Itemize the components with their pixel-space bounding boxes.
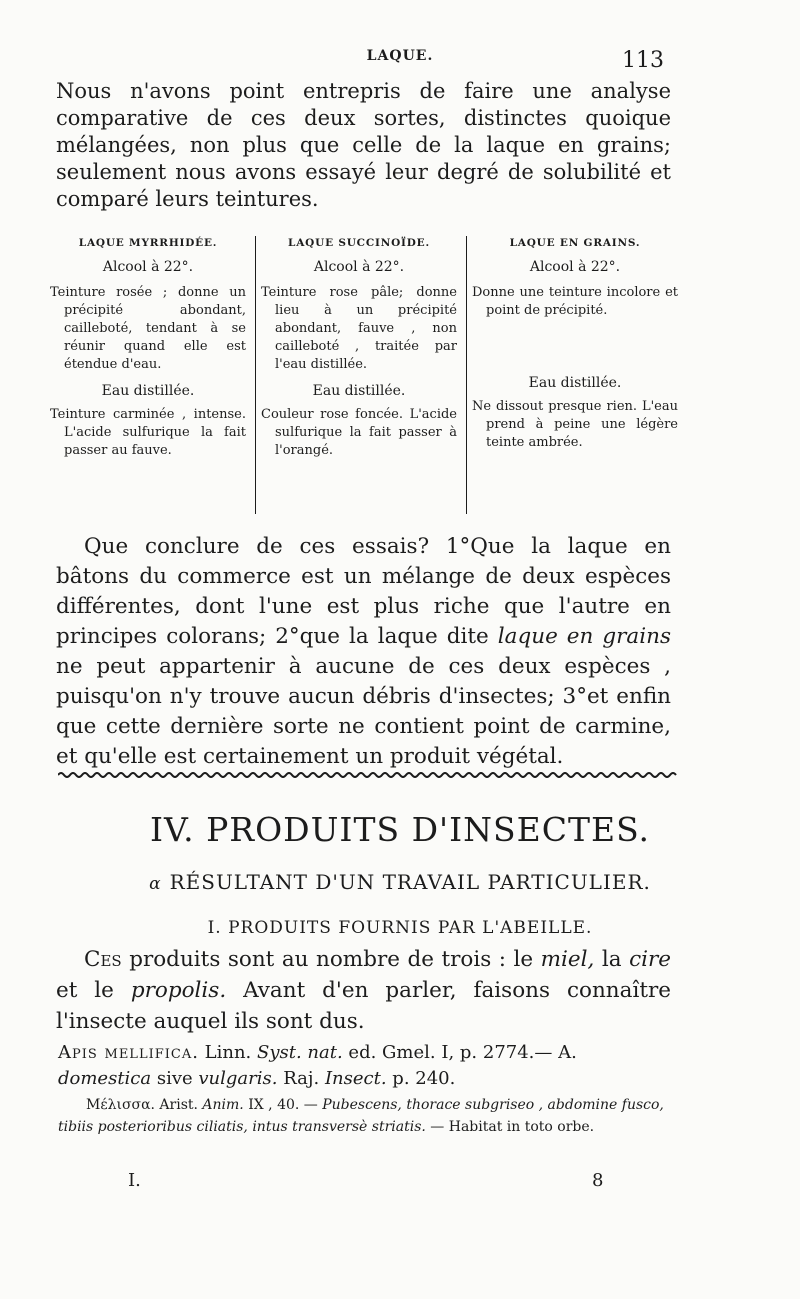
note-text: IX , 40. — (243, 1097, 323, 1113)
section-subtitle (0, 870, 800, 894)
cire-term: cire (629, 947, 671, 972)
greek-name: Μέλισσα. (86, 1097, 155, 1113)
citation-italic: vulgaris. (198, 1068, 278, 1089)
alcohol-label: Alcool à 22°. (529, 259, 621, 275)
laque-en-grains-term: laque en grains (497, 624, 671, 649)
water-result: Ne dissout presque rien. L'eau prend à peine une légère teinte ambrée. (472, 399, 678, 450)
subtitle-text: RÉSULTANT D'UN TRAVAIL PARTICULIER. (169, 870, 651, 894)
page-number: 113 (622, 48, 664, 73)
products-text: Avant d'en parler, faisons connaître l'insecte auquel ils sont dus. (56, 978, 671, 1034)
citation-text: sive (151, 1068, 199, 1089)
citation-text: Linn. (198, 1042, 257, 1063)
products-text: produits sont au nombre de trois : le (121, 947, 541, 972)
alcohol-result: Teinture rosée ; donne un précipité abondant, cailleboté, tendant à se réunir quand elle est étendue d'eau. (50, 285, 246, 372)
products-paragraph (56, 944, 671, 1037)
subtitle-marker: α (149, 874, 162, 894)
column-myrrhidee (50, 232, 246, 514)
species-citation (58, 1040, 673, 1092)
citation-text: Raj. (277, 1068, 325, 1089)
section-title: IV. PRODUITS D'INSECTES. (149, 810, 650, 849)
alcohol-label: Alcool à 22°. (102, 259, 194, 275)
column-divider (466, 236, 467, 514)
water-result: Couleur rose foncée. L'acide sulfurique la fait passer à l'orangé. (261, 407, 457, 458)
comparison-table (50, 232, 680, 514)
water-label: Eau distillée. (101, 383, 195, 399)
column-heading: LAQUE EN GRAINS. (509, 237, 641, 249)
note-italic: Anim. (202, 1097, 244, 1113)
signature-mark: I. (128, 1170, 141, 1191)
species-note (58, 1094, 673, 1138)
citation-italic: domestica (58, 1068, 152, 1089)
citation-text: p. 240. (386, 1068, 456, 1089)
note-text: — Habitat in toto orbe. (425, 1119, 595, 1135)
alcohol-result: Teinture rose pâle; donne lieu à un précipité abondant, fauve , non cailleboté , traitée par l'eau distillée. (261, 285, 457, 372)
column-divider (255, 236, 256, 514)
running-header: LAQUE. (366, 48, 434, 64)
latin-description: Pubescens, thorace subgriseo , abdomine fusco, tibiis posterioribus ciliatis, intus transversè striatis. (58, 1097, 664, 1135)
alcohol-label: Alcool à 22°. (313, 259, 405, 275)
column-grains (472, 232, 678, 514)
column-heading: LAQUE MYRRHIDÉE. (78, 237, 218, 249)
conclusion-text: ne peut appartenir à aucune de ces deux espèces , puisqu'on n'y trouve aucun débris d'insectes; 3°et enfin que cette dernière sorte ne contient point de carmine, et qu'elle est certainement un produit végétal. (56, 654, 671, 769)
citation-italic: Insect. (324, 1068, 387, 1089)
column-heading: LAQUE SUCCINOÏDE. (288, 237, 430, 249)
sheet-number: 8 (592, 1170, 604, 1191)
products-text: la (594, 947, 630, 972)
decorative-rule (58, 770, 678, 780)
conclusion-text: Que conclure de ces essais? 1°Que la laque en bâtons du commerce est un mélange de deux espèces différentes, dont l'une est plus riche que l'autre en principes colorans; 2°que la laque dite (56, 534, 671, 649)
alcohol-result: Donne une teinture incolore et point de précipité. (472, 285, 678, 318)
water-result: Teinture carminée , intense. L'acide sulfurique la fait passer au fauve. (50, 407, 246, 458)
water-label: Eau distillée. (528, 375, 622, 391)
species-name: Apis mellifica. (58, 1042, 199, 1063)
products-text: et le (56, 978, 131, 1003)
miel-term: miel, (540, 947, 595, 972)
water-label: Eau distillée. (312, 383, 406, 399)
subsection-title: I. PRODUITS FOURNIS PAR L'ABEILLE. (207, 918, 593, 938)
propolis-term: propolis. (130, 978, 227, 1003)
conclusion-paragraph (56, 532, 671, 772)
lead-word: Ces (84, 947, 122, 972)
note-text: Arist. (154, 1097, 203, 1113)
intro-paragraph: Nous n'avons point entrepris de faire une analyse comparative de ces deux sortes, distinctes quoique mélangées, non plus que celle de la laque en grains; seulement nous avons essayé leur degré de solubilité et comparé leurs teintures. (56, 79, 671, 211)
citation-italic: Syst. nat. (257, 1042, 343, 1063)
citation-text: ed. Gmel. I, p. 2774.— A. (342, 1042, 577, 1063)
column-succinoide (261, 232, 457, 514)
